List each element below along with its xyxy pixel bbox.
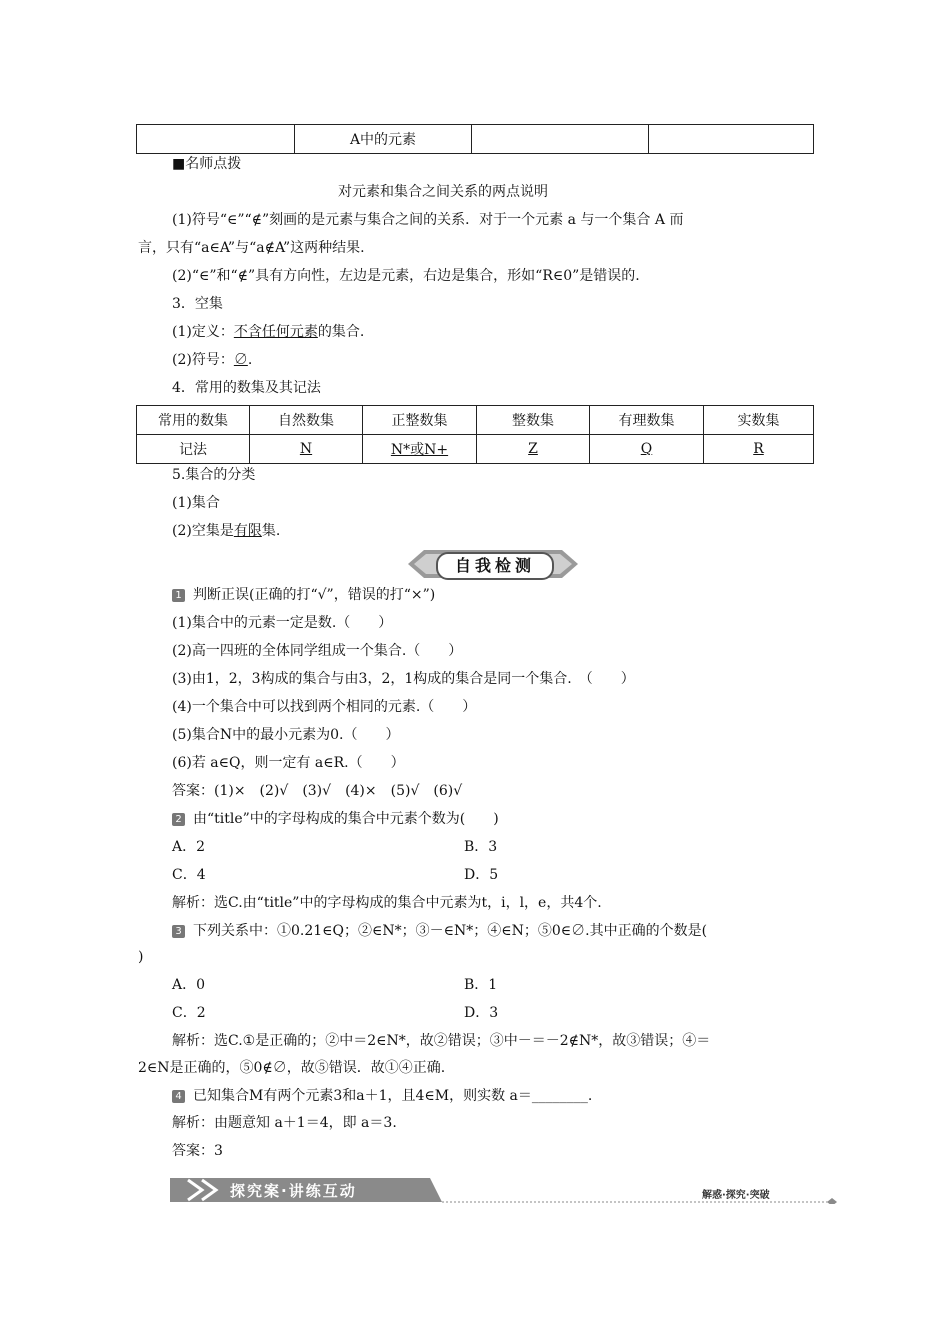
table-cell: A中的元素 bbox=[295, 125, 472, 154]
option-c: C．2 bbox=[172, 1005, 206, 1021]
text-line: (1)集合 bbox=[172, 495, 220, 511]
table-header: 整数集 bbox=[477, 406, 590, 435]
table-cell: Q bbox=[590, 435, 704, 464]
section-footer-bar bbox=[170, 1176, 840, 1204]
section-title: 5.集合的分类 bbox=[172, 467, 256, 483]
analysis-line: 解析：选C.①是正确的；②中＝2∈N*，故②错误；③中－＝－2∉N*，故③错误；④＝ bbox=[172, 1033, 711, 1049]
table-cell bbox=[472, 125, 649, 154]
option-d: D．3 bbox=[464, 1005, 499, 1021]
question-stem: 1 判断正误(正确的打“√”，错误的打“×”) bbox=[172, 584, 435, 606]
banner-title: 自我检测 bbox=[436, 552, 554, 580]
number-set-table bbox=[136, 405, 814, 464]
answer-line: 答案：(1)× (2)√ (3)√ (4)× (5)√ (6)√ bbox=[172, 783, 463, 799]
option-d: D．5 bbox=[464, 867, 499, 883]
question-item: (4)一个集合中可以找到两个相同的元素.（ ） bbox=[172, 699, 477, 715]
table-cell: N bbox=[250, 435, 363, 464]
tip-heading: ■名师点拨 bbox=[172, 156, 242, 172]
section-title: 4．常用的数集及其记法 bbox=[172, 380, 321, 396]
tip-paragraph: 言，只有“a∈A”与“a∉A”这两种结果. bbox=[138, 240, 365, 256]
tip-title: 对元素和集合之间关系的两点说明 bbox=[338, 184, 548, 200]
question-stem: 3 下列关系中：①0.21∈Q；②∈N*；③－∈N*；④∈N；⑤0∈∅.其中正确的个数是( bbox=[172, 920, 707, 942]
table-cell: Z bbox=[477, 435, 590, 464]
question-item: (5)集合N中的最小元素为0.（ ） bbox=[172, 727, 400, 743]
option-c: C．4 bbox=[172, 867, 206, 883]
question-stem: 4 已知集合M有两个元素3和a＋1，且4∈M，则实数 a＝________. bbox=[172, 1085, 592, 1107]
question-number-badge: 2 bbox=[172, 813, 185, 826]
option-a: A．0 bbox=[172, 977, 206, 993]
footer-right-text: 解惑·探究·突破 bbox=[702, 1190, 770, 1201]
analysis-line: 解析：选C.由“title”中的字母构成的集合中元素为t，i，l，e，共4个. bbox=[172, 895, 602, 911]
top-table bbox=[136, 124, 814, 154]
analysis-line: 解析：由题意知 a＋1＝4，即 a＝3. bbox=[172, 1115, 397, 1131]
table-cell: N*或N+ bbox=[363, 435, 477, 464]
table-cell bbox=[137, 125, 295, 154]
tip-paragraph: (2)“∈”和“∉”具有方向性，左边是元素，右边是集合，形如“R∈0”是错误的. bbox=[172, 268, 640, 284]
empty-set-definition: (1)定义：不含任何元素的集合. bbox=[172, 324, 365, 340]
option-b: B．3 bbox=[464, 839, 498, 855]
question-item: (6)若 a∈Q，则一定有 a∈R.（ ） bbox=[172, 755, 405, 771]
table-header: 实数集 bbox=[704, 406, 814, 435]
question-item: (1)集合中的元素一定是数.（ ） bbox=[172, 615, 393, 631]
text-line: (2)空集是有限集. bbox=[172, 523, 281, 539]
table-cell: R bbox=[704, 435, 814, 464]
table-cell bbox=[649, 125, 814, 154]
table-header: 自然数集 bbox=[250, 406, 363, 435]
table-cell: 记法 bbox=[137, 435, 250, 464]
tip-paragraph: (1)符号“∈”“∉”刻画的是元素与集合之间的关系．对于一个元素 a 与一个集合 A 而 bbox=[172, 212, 684, 228]
question-item: (2)高一四班的全体同学组成一个集合.（ ） bbox=[172, 643, 463, 659]
table-header: 常用的数集 bbox=[137, 406, 250, 435]
table-header: 正整数集 bbox=[363, 406, 477, 435]
self-check-banner bbox=[408, 548, 578, 580]
table-header: 有理数集 bbox=[590, 406, 704, 435]
question-number-badge: 1 bbox=[172, 589, 185, 602]
question-stem: ) bbox=[138, 949, 144, 965]
option-b: B．1 bbox=[464, 977, 498, 993]
answer-line: 答案：3 bbox=[172, 1143, 223, 1159]
question-number-badge: 4 bbox=[172, 1090, 185, 1103]
analysis-line: 2∈N是正确的，⑤0∉∅，故⑤错误．故①④正确. bbox=[138, 1060, 446, 1076]
empty-set-symbol: (2)符号：∅. bbox=[172, 352, 253, 368]
footer-left-title: 探究案·讲练互动 bbox=[230, 1182, 357, 1200]
question-number-badge: 3 bbox=[172, 925, 185, 938]
question-stem: 2 由“title”中的字母构成的集合中元素个数为( ) bbox=[172, 808, 499, 830]
section-title: 3．空集 bbox=[172, 296, 223, 312]
option-a: A．2 bbox=[172, 839, 206, 855]
question-item: (3)由1，2，3构成的集合与由3，2，1构成的集合是同一个集合. （ ） bbox=[172, 671, 635, 687]
